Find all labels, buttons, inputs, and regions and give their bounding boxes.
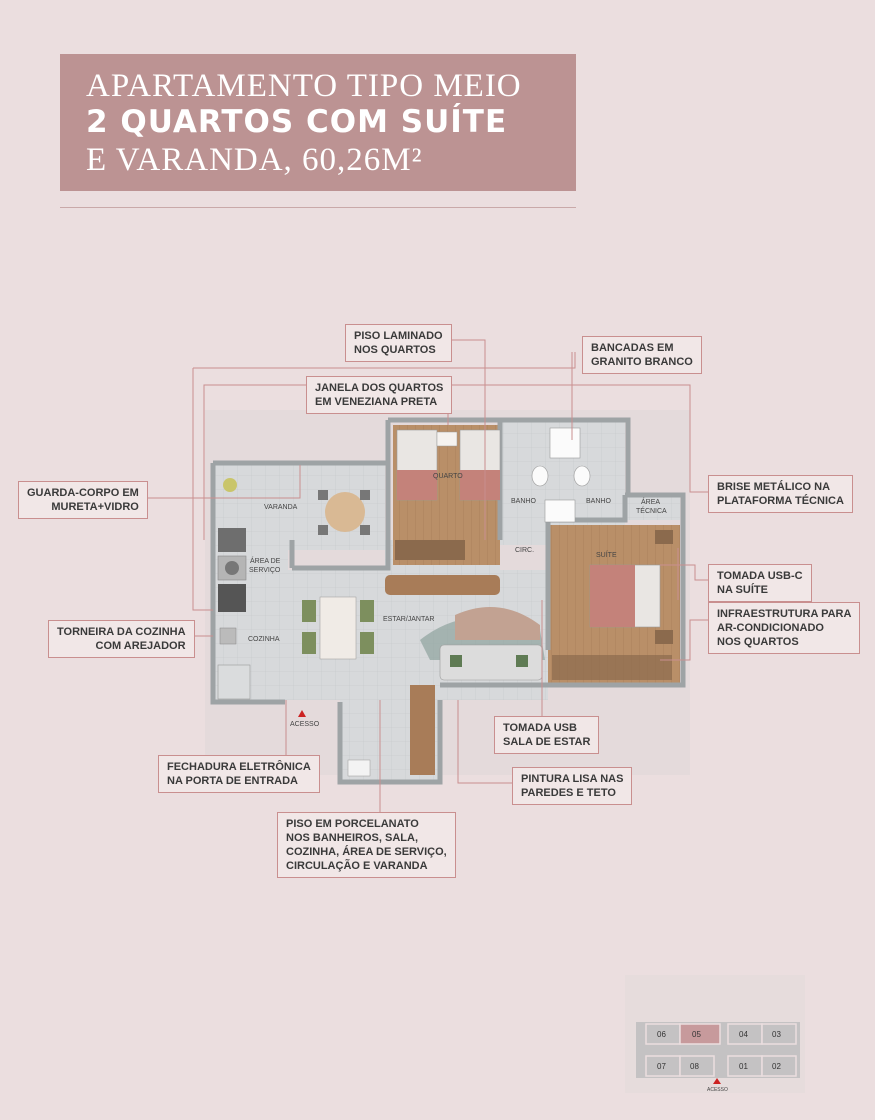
callout-tomada-usb-c: TOMADA USB-C NA SUÍTE [708, 564, 812, 602]
room-label-circ: CIRC. [515, 547, 535, 554]
unit-06-label: 06 [657, 1030, 666, 1039]
unit-05-label: 05 [692, 1030, 701, 1039]
callout-piso-laminado: PISO LAMINADO NOS QUARTOS [345, 324, 452, 362]
unit-04-label: 04 [739, 1030, 748, 1039]
callout-fechadura: FECHADURA ELETRÔNICA NA PORTA DE ENTRADA [158, 755, 320, 793]
callout-tomada-usb: TOMADA USB SALA DE ESTAR [494, 716, 599, 754]
room-label-area-tecnica-1: ÁREA [641, 499, 661, 506]
room-label-area-tecnica-2: TÉCNICA [636, 508, 667, 515]
title-line-2: 2 QUARTOS COM SUÍTE [86, 104, 508, 140]
callout-infraestrutura: INFRAESTRUTURA PARA AR-CONDICIONADO NOS QUARTOS [708, 602, 860, 654]
room-label-area-servico-2: SERVIÇO [249, 567, 281, 574]
room-label-cozinha: COZINHA [248, 636, 280, 643]
callout-pintura: PINTURA LISA NAS PAREDES E TETO [512, 767, 632, 805]
room-label-area-servico-1: ÁREA DE [250, 558, 281, 565]
room-label-banho-1: BANHO [511, 498, 536, 505]
callout-porcelanato: PISO EM PORCELANATO NOS BANHEIROS, SALA, COZINHA, ÁREA DE SERVIÇO, CIRCULAÇÃO E VARANDA [277, 812, 456, 878]
room-label-varanda: VARANDA [264, 504, 298, 511]
unit-01-label: 01 [739, 1062, 748, 1071]
room-label-banho-2: BANHO [586, 498, 611, 505]
title-line-1: APARTAMENTO TIPO MEIO [86, 68, 522, 104]
callout-bancadas: BANCADAS EM GRANITO BRANCO [582, 336, 702, 374]
callout-torneira: TORNEIRA DA COZINHA COM AREJADOR [48, 620, 195, 658]
unit-03-label: 03 [772, 1030, 781, 1039]
callout-guarda-corpo: GUARDA-CORPO EM MURETA+VIDRO [18, 481, 148, 519]
callout-janela: JANELA DOS QUARTOS EM VENEZIANA PRETA [306, 376, 452, 414]
unit-02-label: 02 [772, 1062, 781, 1071]
room-label-acesso: ACESSO [290, 721, 320, 728]
callout-brise: BRISE METÁLICO NA PLATAFORMA TÉCNICA [708, 475, 853, 513]
room-label-quarto: QUARTO [433, 473, 463, 480]
title-line-3: E VARANDA, 60,26M² [86, 142, 423, 178]
unit-07-label: 07 [657, 1062, 666, 1071]
key-map-acesso-label: ACESSO [707, 1087, 728, 1093]
unit-08-label: 08 [690, 1062, 699, 1071]
room-label-estar-jantar: ESTAR/JANTAR [383, 616, 435, 623]
room-label-suite: SUÍTE [596, 552, 617, 559]
